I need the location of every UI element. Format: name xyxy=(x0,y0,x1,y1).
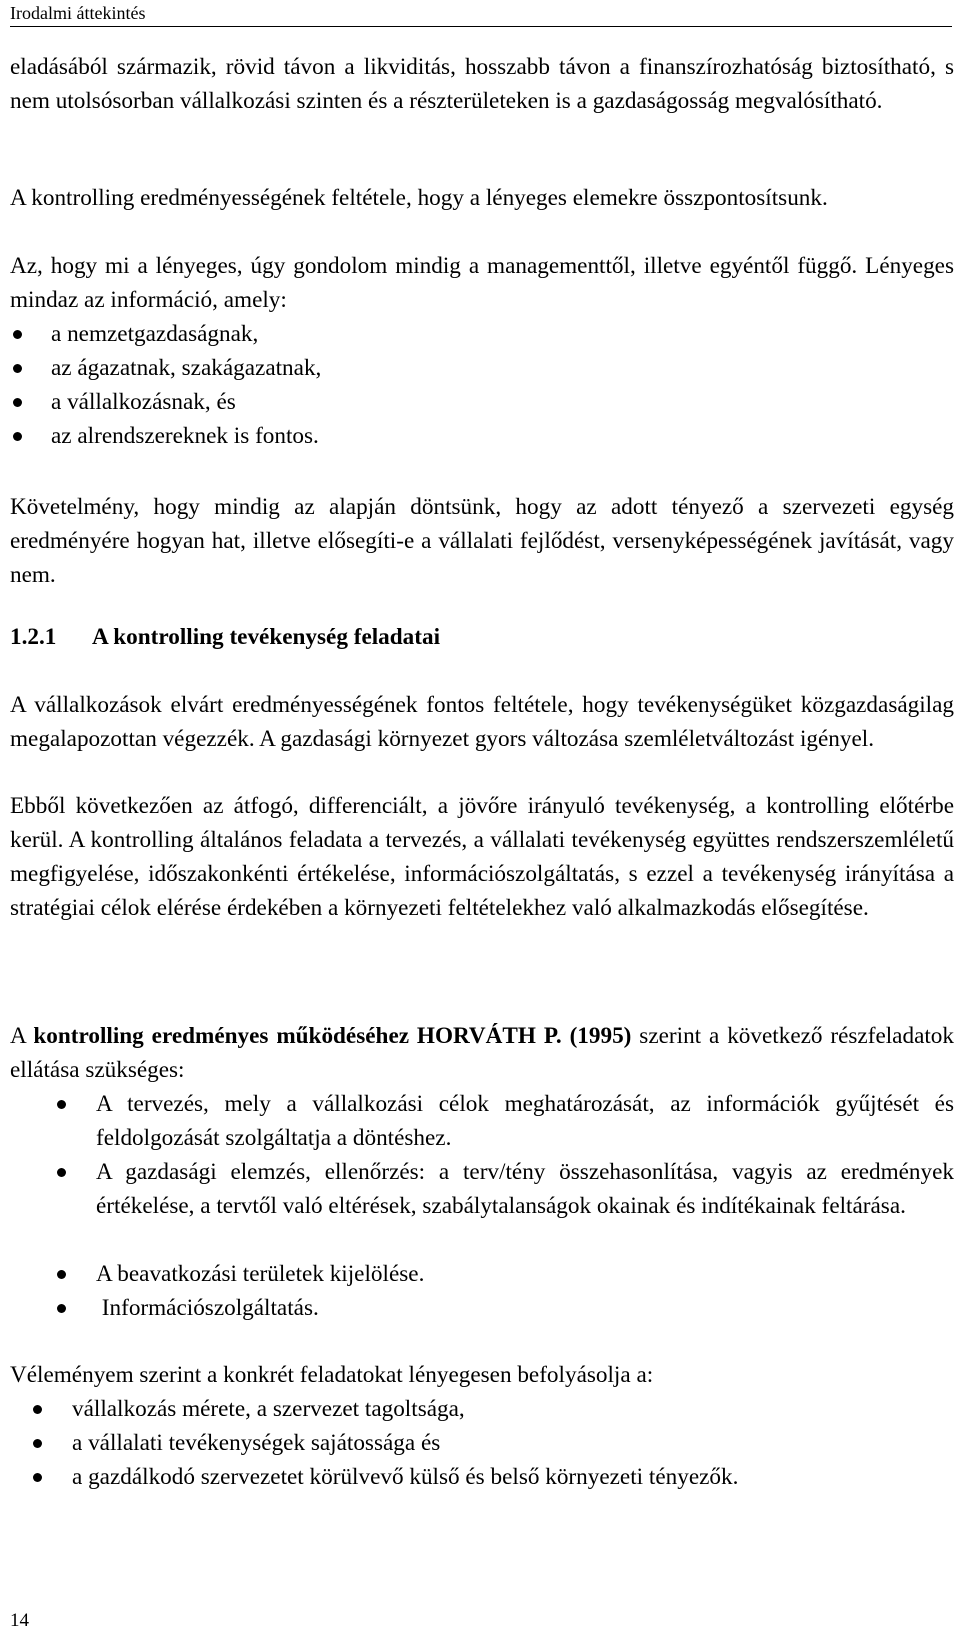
paragraph-6: Ebből következően az átfogó, differenciált, a jövőre irányuló tevékenység, a kontrolling előtérbe kerül. A kontrolling általános feladata a tervezés, a vállalati tevékenység együttes rendszerszemléletű megfigyelése, időszakonkénti értékelése, információszolgáltatás, s ezzel a tevékenység irányítása a stratégiai célok elérése érdekében a környezeti feltételekhez való alkalmazkodás elősegítése. xyxy=(10,793,954,921)
bullet-icon xyxy=(33,1405,42,1414)
paragraph-2: A kontrolling eredményességének feltétele, hogy a lényeges elemekre összpontosítsunk. xyxy=(10,185,828,211)
bullet-icon xyxy=(13,330,22,339)
bullet-icon xyxy=(57,1304,66,1313)
paragraph-3: Az, hogy mi a lényeges, úgy gondolom mindig a managementtől, illetve egyéntől függő. Lényeges mindaz az információ, amely: xyxy=(10,253,954,313)
list-item: A tervezés, mely a vállalkozási célok meghatározását, az információk gyűjtését és feldolgozását szolgáltatja a döntéshez. xyxy=(10,1087,954,1155)
information-list xyxy=(10,317,954,453)
bullet-icon xyxy=(13,364,22,373)
bullet-icon xyxy=(13,432,22,441)
paragraph-8: Véleményem szerint a konkrét feladatokat lényegesen befolyásolja a: xyxy=(10,1362,654,1388)
paragraph-1: eladásából származik, rövid távon a likviditás, hosszabb távon a finanszírozhatóság biztosítható, s nem utolsósorban vállalkozási szinten és a részterületeken is a gazdaságosság megvalósítható. xyxy=(10,54,954,114)
page-number: 14 xyxy=(10,1610,29,1631)
list-item: a gazdálkodó szervezetet körülvevő külső és belső környezeti tényezők. xyxy=(10,1460,954,1494)
list-item: A gazdasági elemzés, ellenőrzés: a terv/tény összehasonlítása, vagyis az eredmények értékelése, a tervtől való eltérések, szabálytalanságok okainak és indítékainak feltárása. xyxy=(10,1155,954,1257)
list-item: az alrendszereknek is fontos. xyxy=(10,419,954,453)
list-item: az ágazatnak, szakágazatnak, xyxy=(10,351,954,385)
list-item: Információszolgáltatás. xyxy=(10,1291,954,1325)
paragraph-4: Követelmény, hogy mindig az alapján döntsünk, hogy az adott tényező a szervezeti egység eredményére hogyan hat, illetve elősegíti-e a vállalati fejlődést, versenyképességének javítását, vagy nem. xyxy=(10,494,954,588)
bullet-icon xyxy=(33,1473,42,1482)
list-item: vállalkozás mérete, a szervezet tagoltsága, xyxy=(10,1392,954,1426)
bullet-icon xyxy=(57,1100,66,1109)
influence-list xyxy=(10,1392,954,1494)
section-title: A kontrolling tevékenység feladatai xyxy=(92,624,441,650)
paragraph-7: A kontrolling eredményes működéséhez HORVÁTH P. (1995) szerint a következő részfeladatok ellátása szükséges: xyxy=(10,1023,954,1083)
emphasis-citation: kontrolling eredményes működéséhez HORVÁTH P. (1995) xyxy=(33,1023,632,1049)
bullet-icon xyxy=(13,398,22,407)
list-item: a nemzetgazdaságnak, xyxy=(10,317,954,351)
section-heading xyxy=(10,620,440,654)
section-number: 1.2.1 xyxy=(10,624,57,650)
bullet-icon xyxy=(33,1439,42,1448)
bullet-icon xyxy=(57,1168,66,1177)
paragraph-5: A vállalkozások elvárt eredményességének fontos feltétele, hogy tevékenységüket közgazdaságilag megalapozottan végezzék. A gazdasági környezet gyors változása szemléletváltozást igényel. xyxy=(10,692,954,752)
list-item: a vállalati tevékenységek sajátossága és xyxy=(10,1426,954,1460)
bullet-icon xyxy=(57,1270,66,1279)
list-item: a vállalkozásnak, és xyxy=(10,385,954,419)
running-header xyxy=(10,2,952,27)
subtask-list xyxy=(10,1087,954,1325)
list-item: A beavatkozási területek kijelölése. xyxy=(10,1257,954,1291)
header-title: Irodalmi áttekintés xyxy=(10,3,146,23)
